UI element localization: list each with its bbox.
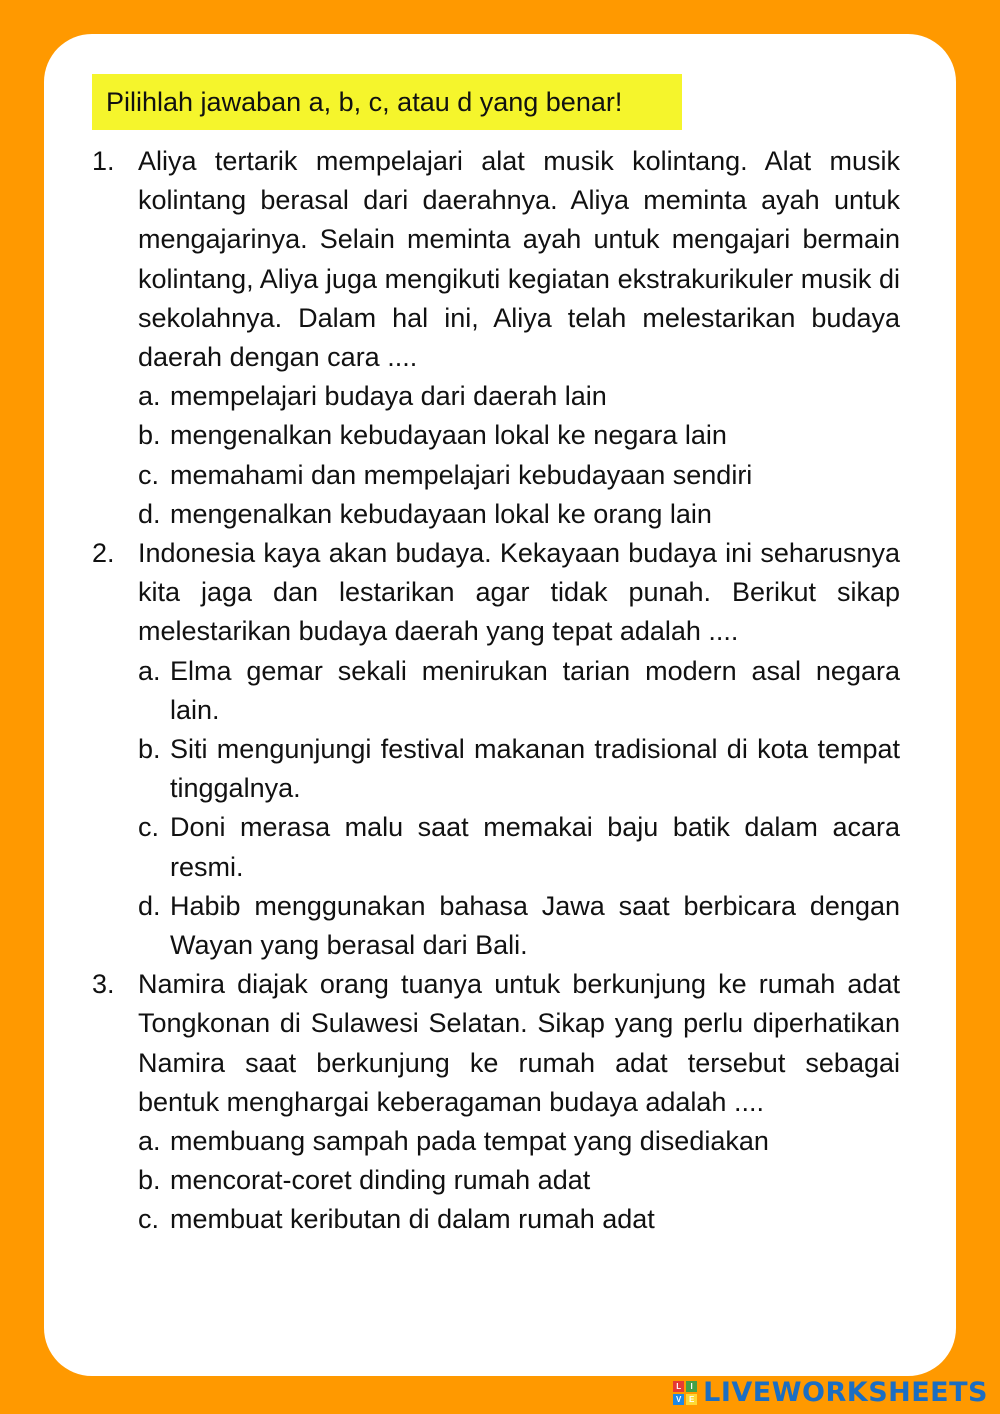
liveworksheets-brand[interactable] xyxy=(673,1377,988,1408)
option-letter: b. xyxy=(138,734,161,765)
option-b[interactable] xyxy=(138,730,900,808)
question-1 xyxy=(92,142,900,534)
option-letter: d. xyxy=(138,498,161,529)
option-c[interactable] xyxy=(138,456,900,495)
brand-name: LIVEWORKSHEETS xyxy=(703,1377,988,1408)
option-text: mempelajari budaya dari daerah lain xyxy=(170,381,607,412)
option-text: mengenalkan kebudayaan lokal ke negara lain xyxy=(170,420,727,451)
instruction-text: Pilihlah jawaban a, b, c, atau d yang benar! xyxy=(106,86,623,117)
option-d[interactable] xyxy=(138,495,900,534)
question-list xyxy=(92,142,900,1240)
option-text: membuat keributan di dalam rumah adat xyxy=(170,1204,655,1235)
option-a[interactable] xyxy=(138,1122,900,1161)
option-text: Habib menggunakan bahasa Jawa saat berbicara dengan Wayan yang berasal dari Bali. xyxy=(170,890,900,961)
option-text: mencorat-coret dinding rumah adat xyxy=(170,1165,591,1196)
option-b[interactable] xyxy=(138,416,900,455)
question-stem: Indonesia kaya akan budaya. Kekayaan budaya ini seharusnya kita jaga dan lestarikan agar tidak punah. Berikut sikap melestarikan budaya daerah yang tepat adalah .... xyxy=(138,538,900,647)
option-a[interactable] xyxy=(138,652,900,730)
option-b[interactable] xyxy=(138,1161,900,1200)
option-text: memahami dan mempelajari kebudayaan sendiri xyxy=(170,459,753,490)
question-2 xyxy=(92,534,900,965)
question-number: 2. xyxy=(92,538,115,569)
option-a[interactable] xyxy=(138,377,900,416)
option-text: Elma gemar sekali menirukan tarian modern asal negara lain. xyxy=(170,655,900,725)
option-letter: a. xyxy=(138,655,161,686)
logo-letter: V xyxy=(673,1394,684,1405)
logo-letter: I xyxy=(686,1381,697,1392)
option-c[interactable] xyxy=(138,808,900,886)
instruction-banner xyxy=(92,74,682,130)
question-stem: Aliya tertarik mempelajari alat musik kolintang. Alat musik kolintang berasal dari daerahnya. Aliya meminta ayah untuk mengajarinya. Selain meminta ayah untuk mengajari bermain kolintang, Aliya juga mengikuti kegiatan ekstrakurikuler musik di sekolahnya. Dalam hal ini, Aliya telah melestarikan budaya daerah dengan cara .... xyxy=(138,146,900,373)
option-text: membuang sampah pada tempat yang disediakan xyxy=(170,1126,769,1157)
option-d[interactable] xyxy=(138,887,900,965)
option-letter: d. xyxy=(138,890,161,921)
question-number: 1. xyxy=(92,146,115,176)
option-text: mengenalkan kebudayaan lokal ke orang lain xyxy=(170,498,712,529)
question-3 xyxy=(92,965,900,1239)
option-letter: c. xyxy=(138,812,160,843)
option-letter: a. xyxy=(138,1126,161,1157)
option-letter: b. xyxy=(138,1165,161,1196)
option-text: Doni merasa malu saat memakai baju batik dalam acara resmi. xyxy=(170,812,900,882)
option-letter: c. xyxy=(138,459,160,490)
question-number: 3. xyxy=(92,969,115,1000)
option-letter: a. xyxy=(138,381,161,412)
option-c[interactable] xyxy=(138,1200,900,1239)
logo-letter: E xyxy=(686,1394,697,1405)
question-body xyxy=(138,534,900,965)
option-text: Siti mengunjungi festival makanan tradisional di kota tempat tinggalnya. xyxy=(170,734,900,804)
question-body xyxy=(138,142,900,534)
question-body xyxy=(138,965,900,1239)
option-letter: b. xyxy=(138,420,161,451)
question-stem: Namira diajak orang tuanya untuk berkunjung ke rumah adat Tongkonan di Sulawesi Selatan. Sikap yang perlu diperhatikan Namira saat berkunjung ke rumah adat tersebut sebagai bentuk menghargai keberagaman budaya adalah .... xyxy=(138,969,900,1117)
option-letter: c. xyxy=(138,1204,160,1235)
logo-letter: L xyxy=(673,1381,684,1392)
liveworksheets-logo-icon xyxy=(673,1381,697,1405)
